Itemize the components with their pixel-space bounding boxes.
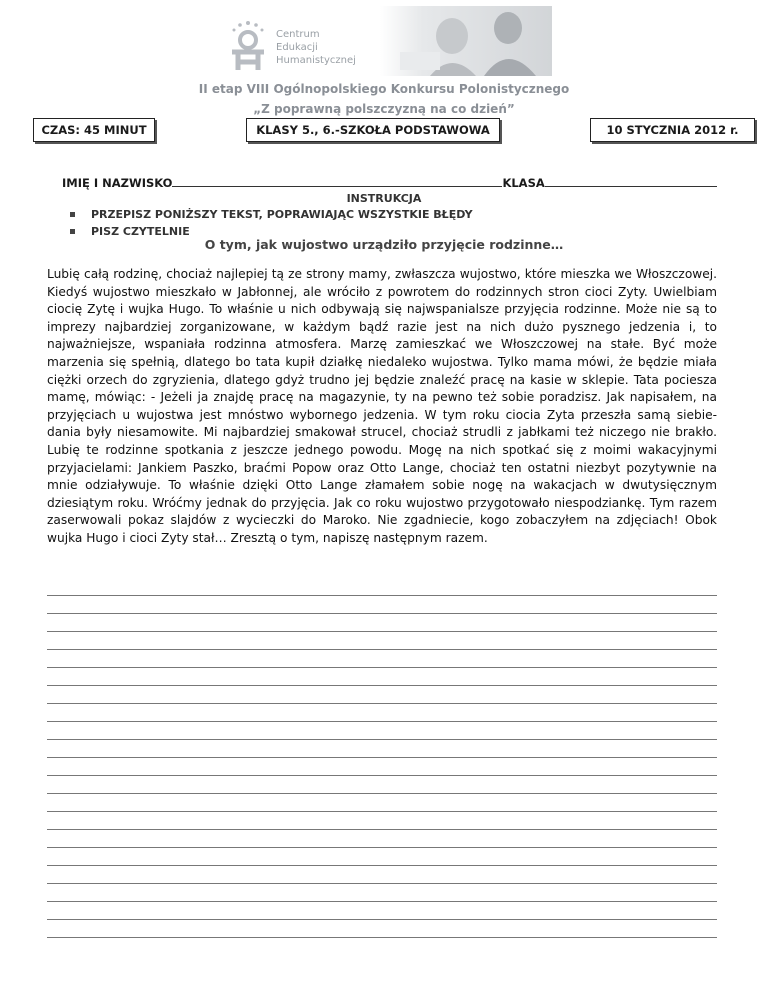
writing-line[interactable]: [47, 578, 717, 596]
writing-line[interactable]: [47, 704, 717, 722]
writing-line[interactable]: [47, 722, 717, 740]
writing-line[interactable]: [47, 830, 717, 848]
writing-line[interactable]: [47, 776, 717, 794]
writing-line[interactable]: [47, 848, 717, 866]
list-item: PISZ CZYTELNIE: [70, 223, 473, 240]
name-label: IMIĘ I NAZWISKO: [62, 176, 173, 190]
writing-line[interactable]: [47, 794, 717, 812]
text-title: O tym, jak wujostwo urządziło przyjęcie rodzinne…: [204, 237, 564, 252]
exercise-text: [47, 266, 717, 548]
writing-line[interactable]: [47, 866, 717, 884]
writing-line[interactable]: [47, 668, 717, 686]
time-box: CZAS: 45 MINUT: [33, 118, 155, 142]
writing-line[interactable]: [47, 596, 717, 614]
centrum-logo-icon: [226, 20, 270, 72]
name-field[interactable]: [172, 174, 502, 187]
logo-text: Centrum Edukacji Humanistycznej: [276, 29, 356, 66]
writing-line[interactable]: [47, 812, 717, 830]
writing-line[interactable]: [47, 884, 717, 902]
instructions-title: INSTRUKCJA: [346, 192, 422, 205]
bullet-icon: [70, 212, 75, 217]
students-photo-icon: [380, 6, 552, 76]
class-field[interactable]: [545, 174, 717, 187]
writing-line[interactable]: [47, 650, 717, 668]
writing-line[interactable]: [47, 758, 717, 776]
instructions-list: [70, 206, 473, 240]
bullet-icon: [70, 229, 75, 234]
contest-title: II etap VIII Ogólnopolskiego Konkursu Polonistycznego „Z poprawną polszczyzną na co dzień”: [198, 82, 570, 116]
writing-line[interactable]: [47, 614, 717, 632]
writing-area[interactable]: [47, 578, 717, 938]
writing-line[interactable]: [47, 902, 717, 920]
class-label: KLASA: [502, 176, 545, 190]
exercise-paragraph: Lubię całą rodzinę, chociaż najlepiej tą ze strony mamy, zwłaszcza wujostwo, które mieszka we Włoszczowej. Kiedyś wujostwo mieszkało w Jabłonnej, ale wróciło z powrotem do rodzinnych stron cioci Zyty. Uwielbiam ciocię Zytę i wujka Hugo. To właśnie u nich odbywają się najwspanialsze przyjęcia rodzinne. Może nie są to imprezy najbardziej zorganizowane, w każdym bądź razie jest na nich dużo pysznego jedzenia i, to najważniejsze, wspaniała rodzinna atmosfera. Marzę zamieszkać we Włoszczowej na stałe. Być może marzenia się spełnią, dlatego bo tata kupił działkę niedaleko wujostwa. Tylko mama mówi, że będzie miała ciężki orzech do zgryzienia, dlatego gdyż trudno jej będzie znaleźć pracę na kasie w sklepie. Tata pociesza mamę, mówiąc: - Jeżeli ja znajdę pracę na magazynie, ty na pewno też sobie poradzisz. Jak napisałem, na przyjęciach u wujostwa jest mnóstwo wybornego jedzenia. W tym roku ciocia Zyta przeszła samą siebie-dania były niesamowite. Mi najbardziej smakował strucel, chociaż strudli z jabłkami też niczego nie brakło. Lubię te rodzinne spotkania z jeszcze jednego powodu. Mogę na nich spotkać się z moimi wakacyjnymi przyjacielami: Jankiem Paszko, braćmi Popow oraz Otto Lange, chociaż ten ostatni niezbyt pozytywnie na mnie odziaływuje. To właśnie dzięki Otto Lange złamałem sobie nogę na wakacjach w dwutysięcznym dziesiątym roku. Wróćmy jednak do przyjęcia. Jak co roku wujostwo przygotowało niespodziankę. Tym razem zaserwowali pokaz slajdów z wycieczki do Maroko. Nie zgadniecie, kogo zobaczyłem na zdjęciach! Obok wujka Hugo i cioci Zyty stał… Zresztą o tym, napiszę następnym razem.: [47, 267, 717, 545]
writing-line[interactable]: [47, 632, 717, 650]
writing-line[interactable]: [47, 740, 717, 758]
class-box: KLASY 5., 6.-SZKOŁA PODSTAWOWA: [246, 118, 500, 142]
name-class-line: [62, 174, 717, 190]
list-item: PRZEPISZ PONIŻSZY TEKST, POPRAWIAJĄC WSZYSTKIE BŁĘDY: [70, 206, 473, 223]
date-box: 10 STYCZNIA 2012 r.: [590, 118, 755, 142]
writing-line[interactable]: [47, 686, 717, 704]
writing-line[interactable]: [47, 920, 717, 938]
